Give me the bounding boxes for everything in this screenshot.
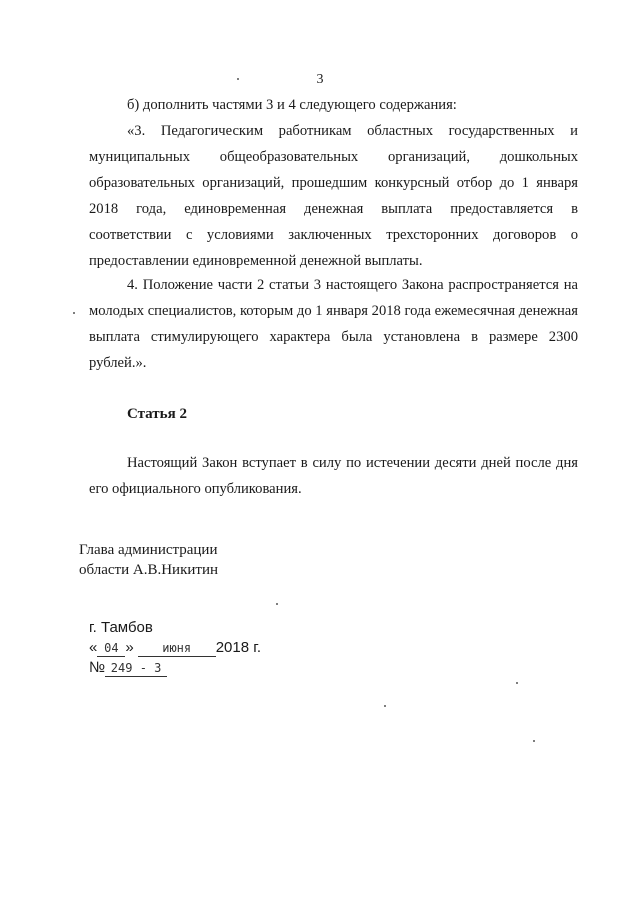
date-year: 2018 г. — [215, 639, 262, 656]
paragraph-part-3 — [89, 118, 578, 274]
signature-name: области А.В.Никитин — [79, 562, 219, 578]
number-sign: № — [89, 659, 106, 676]
scan-speck — [516, 682, 518, 684]
paragraph-part-4-text: 4. Положение части 2 статьи 3 настоящего Закона распространяется на молодых специалистов, которым до 1 января 2018 года ежемесячная денежная выплата стимулирующего характера была установлена в размере 2300 рублей.». — [89, 277, 578, 371]
article-2-heading: Статья 2 — [127, 406, 187, 422]
open-quote: « — [89, 639, 98, 656]
scan-speck — [533, 740, 535, 742]
scan-speck — [384, 705, 386, 707]
page-number: 3 — [316, 72, 324, 87]
signature-title: Глава администрации — [79, 542, 218, 558]
close-quote: » — [125, 639, 134, 656]
scan-speck — [73, 312, 75, 314]
signature-block — [79, 540, 218, 580]
scan-speck — [276, 603, 278, 605]
date-day: 04 — [97, 640, 125, 657]
date-line — [89, 638, 261, 658]
paragraph-part-3-text: «3. Педагогическим работникам областных государственных и муниципальных общеобразовательных организаций, дошкольных образовательных организаций, прошедшим конкурсный отбор до 1 января 2018 года, единовременная денежная выплата предоставляется в соответствии с условиями заключенных трехсторонних договоров о предоставлении единовременной денежной выплаты. — [89, 123, 578, 269]
paragraph-b-text: б) дополнить частями 3 и 4 следующего содержания: — [127, 97, 457, 113]
paragraph-part-4 — [89, 272, 578, 376]
paragraph-b — [89, 92, 578, 118]
law-number: 249 - З — [105, 660, 167, 677]
article-2-text: Настоящий Закон вступает в силу по истечении десяти дней после дня его официального опубликования. — [89, 455, 578, 497]
scan-speck — [237, 78, 239, 80]
city: г. Тамбов — [89, 619, 153, 636]
place-date-block — [89, 618, 261, 678]
article-2-body — [89, 450, 578, 502]
date-month: июня — [138, 640, 216, 657]
number-line — [89, 658, 261, 678]
